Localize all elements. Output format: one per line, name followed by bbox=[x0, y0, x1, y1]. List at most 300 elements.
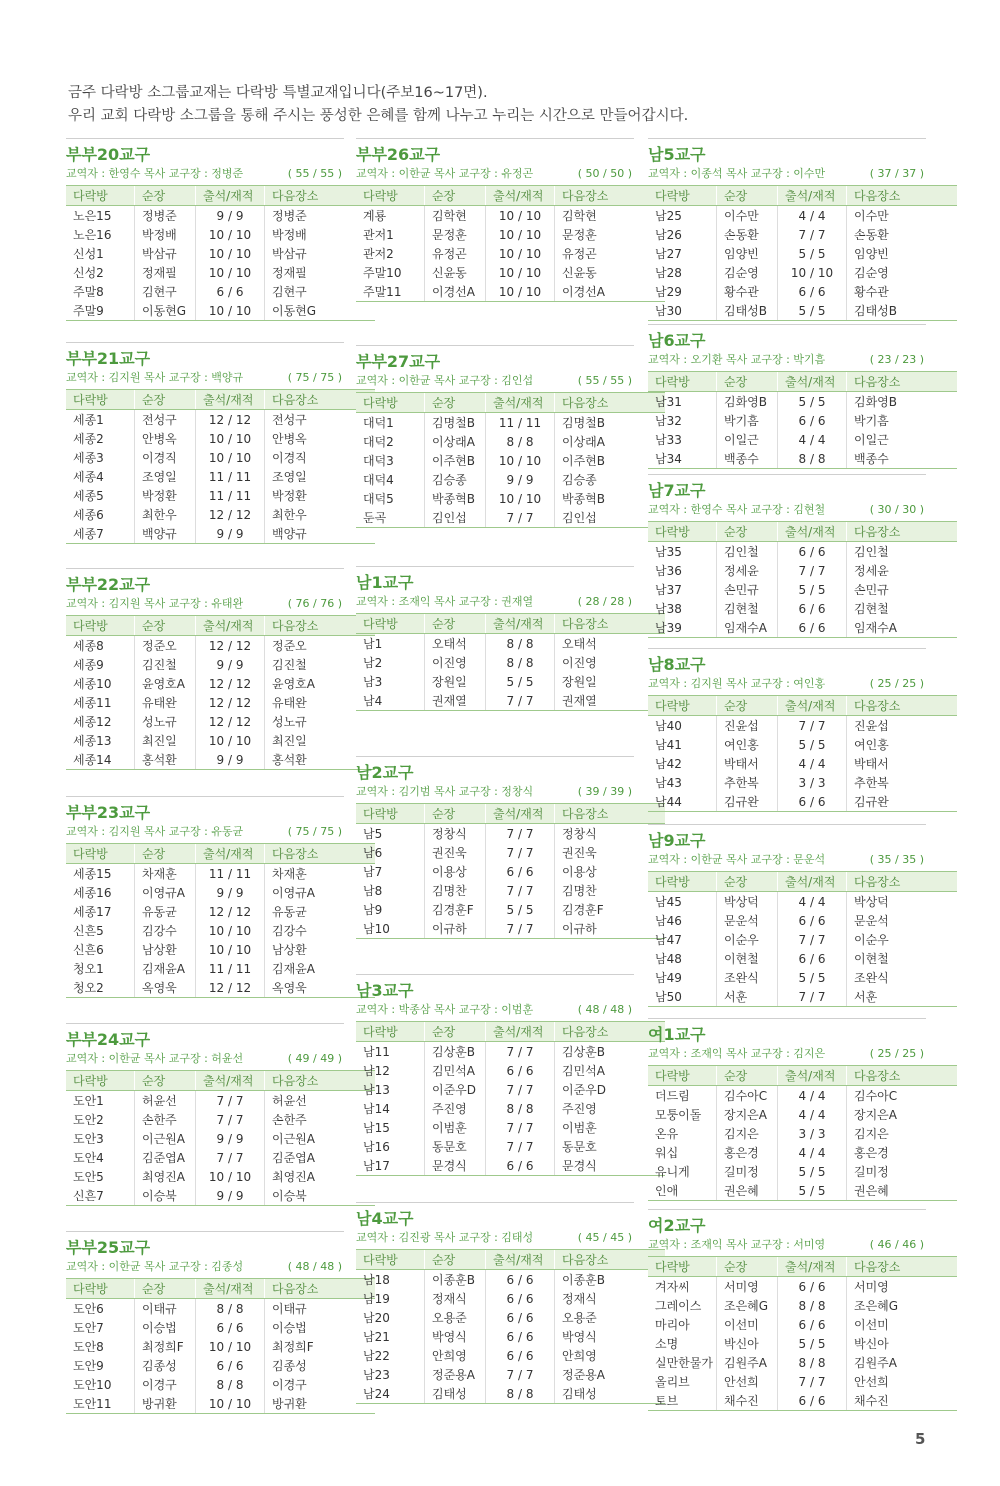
table-cell: 신성1 bbox=[73, 247, 104, 261]
table-cell: 남7 bbox=[363, 865, 383, 879]
table-cell: 이범훈 bbox=[425, 1118, 486, 1137]
table-cell: 7 / 7 bbox=[196, 1148, 265, 1167]
table-cell: 박상덕 bbox=[717, 892, 778, 912]
district-staff: 교역자 : 이종석 목사 교구장 : 이수만 bbox=[648, 167, 826, 180]
table-row bbox=[648, 1086, 957, 1106]
table-cell: 장지은A bbox=[717, 1105, 778, 1124]
table-row bbox=[356, 282, 665, 302]
table-cell: 권재열 bbox=[425, 691, 486, 711]
table-row bbox=[648, 773, 957, 792]
table-cell: 정창식 bbox=[425, 824, 486, 844]
table-header-row bbox=[66, 1071, 375, 1091]
table-cell: 조완식 bbox=[847, 968, 958, 987]
table-cell: 진윤섭 bbox=[717, 716, 778, 736]
table-cell: 이태규 bbox=[135, 1299, 196, 1319]
table-cell: 안선희 bbox=[847, 1372, 958, 1391]
table-cell: 박영식 bbox=[425, 1327, 486, 1346]
table-cell: 6 / 6 bbox=[486, 1346, 555, 1365]
table-cell: 김규완 bbox=[847, 792, 958, 812]
table-row bbox=[66, 1337, 375, 1356]
table-cell: 남상환 bbox=[265, 940, 376, 959]
table-cell: 7 / 7 bbox=[486, 843, 555, 862]
table-cell: 손민규 bbox=[847, 580, 958, 599]
table-header-cell: 출석/재적 bbox=[486, 186, 555, 206]
district-title: 남4교구 bbox=[356, 1209, 414, 1228]
table-cell: 도안11 bbox=[66, 1394, 135, 1414]
table-cell: 옥영욱 bbox=[135, 978, 196, 998]
table-cell: 도안9 bbox=[73, 1359, 104, 1373]
table-header-cell: 다음장소 bbox=[847, 872, 958, 892]
table-header-cell: 순장 bbox=[717, 186, 778, 206]
table-cell: 5 / 5 bbox=[778, 1181, 847, 1201]
table-cell: 10 / 10 bbox=[196, 731, 265, 750]
table-header-row bbox=[648, 372, 957, 392]
district-staff: 교역자 : 김지원 목사 교구장 : 유태완 bbox=[66, 597, 244, 610]
table-cell: 이승법 bbox=[135, 1318, 196, 1337]
table-row bbox=[648, 542, 957, 562]
table-row bbox=[648, 1162, 957, 1181]
table-cell: 남22 bbox=[363, 1349, 390, 1363]
table-cell: 이규하 bbox=[425, 919, 486, 939]
table-cell: 9 / 9 bbox=[196, 524, 265, 544]
table-cell: 유니게 bbox=[655, 1165, 690, 1179]
district-info bbox=[648, 165, 926, 183]
table-header-cell: 순장 bbox=[717, 522, 778, 542]
table-row bbox=[648, 301, 957, 321]
table-row bbox=[356, 691, 665, 711]
table-cell: 더드림 bbox=[655, 1089, 690, 1103]
table-cell: 이종훈B bbox=[555, 1270, 666, 1290]
table-row bbox=[356, 432, 665, 451]
table-row bbox=[648, 1315, 957, 1334]
table-cell: 김원주A bbox=[847, 1353, 958, 1372]
table-cell: 11 / 11 bbox=[196, 486, 265, 505]
table-row bbox=[356, 1042, 665, 1062]
district-section bbox=[648, 648, 926, 812]
table-cell: 주말10 bbox=[363, 266, 402, 280]
district-section bbox=[356, 756, 634, 939]
table-cell: 남3 bbox=[363, 675, 383, 689]
table-row bbox=[648, 968, 957, 987]
table-header-cell: 출석/재적 bbox=[778, 1257, 847, 1277]
table-cell: 김진철 bbox=[135, 655, 196, 674]
table-row bbox=[66, 674, 375, 693]
table-cell: 이태규 bbox=[265, 1299, 376, 1319]
table-cell: 김준엽A bbox=[265, 1148, 376, 1167]
table-cell: 8 / 8 bbox=[486, 1384, 555, 1404]
table-cell: 10 / 10 bbox=[486, 282, 555, 302]
table-header-cell: 다락방 bbox=[66, 616, 135, 636]
table-cell: 장원일 bbox=[555, 672, 666, 691]
table-cell: 서훈 bbox=[847, 987, 958, 1007]
table-cell: 주말8 bbox=[73, 285, 104, 299]
table-cell: 남14 bbox=[363, 1102, 390, 1116]
table-cell: 남15 bbox=[363, 1121, 390, 1135]
table-cell: 김재윤A bbox=[265, 959, 376, 978]
table-header-row bbox=[356, 186, 665, 206]
table-cell: 김명철B bbox=[425, 413, 486, 433]
table-cell: 진윤섭 bbox=[847, 716, 958, 736]
table-cell: 7 / 7 bbox=[486, 691, 555, 711]
table-cell: 김인철 bbox=[717, 542, 778, 562]
district-title: 부부23교구 bbox=[66, 803, 151, 822]
table-header-cell: 다락방 bbox=[356, 186, 425, 206]
table-cell: 주진영 bbox=[425, 1099, 486, 1118]
district-title: 남5교구 bbox=[648, 145, 706, 164]
table-cell: 청오1 bbox=[73, 962, 104, 976]
table-cell: 남33 bbox=[655, 433, 682, 447]
table-cell: 방귀환 bbox=[265, 1394, 376, 1414]
table-cell: 7 / 7 bbox=[196, 1110, 265, 1129]
table-header-cell: 다음장소 bbox=[847, 522, 958, 542]
table-cell: 김민석A bbox=[555, 1061, 666, 1080]
table-cell: 도안10 bbox=[73, 1378, 112, 1392]
district-title: 남3교구 bbox=[356, 981, 414, 1000]
table-cell: 남37 bbox=[655, 583, 682, 597]
table-cell: 김원주A bbox=[717, 1353, 778, 1372]
table-row bbox=[66, 301, 375, 321]
table-cell: 대덕4 bbox=[363, 473, 394, 487]
table-row bbox=[648, 1181, 957, 1201]
table-cell: 12 / 12 bbox=[196, 978, 265, 998]
table-header-row bbox=[356, 804, 665, 824]
table-row bbox=[356, 843, 665, 862]
district-staff: 교역자 : 이한균 목사 교구장 : 유정곤 bbox=[356, 167, 534, 180]
table-cell: 박상덕 bbox=[847, 892, 958, 912]
district-table bbox=[66, 615, 375, 770]
table-row bbox=[66, 1091, 375, 1111]
district-table bbox=[66, 389, 375, 544]
table-row bbox=[356, 1384, 665, 1404]
district-title: 부부24교구 bbox=[66, 1030, 151, 1049]
table-cell: 길미정 bbox=[847, 1162, 958, 1181]
table-cell: 김태성 bbox=[555, 1384, 666, 1404]
table-cell: 12 / 12 bbox=[196, 674, 265, 693]
district-title: 남2교구 bbox=[356, 763, 414, 782]
table-cell: 김규완 bbox=[717, 792, 778, 812]
table-cell: 청오2 bbox=[66, 978, 135, 998]
district-title: 부부27교구 bbox=[356, 352, 441, 371]
table-cell: 김명찬 bbox=[425, 881, 486, 900]
district-table bbox=[356, 803, 665, 939]
table-cell: 안병옥 bbox=[135, 429, 196, 448]
table-row bbox=[648, 449, 957, 469]
district-table bbox=[648, 521, 957, 638]
table-cell: 계룡 bbox=[363, 209, 387, 223]
district-section bbox=[356, 974, 634, 1176]
table-cell: 10 / 10 bbox=[196, 301, 265, 321]
table-header-cell: 다락방 bbox=[356, 393, 425, 413]
table-row bbox=[356, 1099, 665, 1118]
table-cell: 추한복 bbox=[717, 773, 778, 792]
table-row bbox=[66, 1129, 375, 1148]
table-header-cell: 출석/재적 bbox=[778, 522, 847, 542]
table-cell: 박태서 bbox=[847, 754, 958, 773]
table-cell: 4 / 4 bbox=[778, 892, 847, 912]
table-cell: 10 / 10 bbox=[778, 263, 847, 282]
district-info bbox=[648, 351, 926, 369]
table-cell: 김태성B bbox=[717, 301, 778, 321]
table-header-cell: 순장 bbox=[135, 1279, 196, 1299]
table-row bbox=[648, 580, 957, 599]
table-cell: 관저2 bbox=[363, 247, 394, 261]
table-cell: 8 / 8 bbox=[778, 1353, 847, 1372]
table-cell: 장원일 bbox=[425, 672, 486, 691]
table-cell: 남6 bbox=[363, 846, 383, 860]
table-cell: 조은혜G bbox=[847, 1296, 958, 1315]
table-cell: 7 / 7 bbox=[486, 1137, 555, 1156]
table-cell: 김화영B bbox=[847, 392, 958, 412]
district-title: 남1교구 bbox=[356, 573, 414, 592]
district-count: ( 39 / 39 ) bbox=[577, 785, 632, 798]
table-header-row bbox=[356, 1250, 665, 1270]
table-row bbox=[648, 754, 957, 773]
table-row bbox=[66, 636, 375, 656]
table-cell: 차재훈 bbox=[265, 864, 376, 884]
table-cell: 조영일 bbox=[135, 467, 196, 486]
table-row bbox=[66, 959, 375, 978]
table-cell: 김지은 bbox=[717, 1124, 778, 1143]
district-count: ( 28 / 28 ) bbox=[577, 595, 632, 608]
table-cell: 손동환 bbox=[717, 225, 778, 244]
table-row bbox=[66, 902, 375, 921]
table-cell: 김학현 bbox=[555, 206, 666, 226]
table-header-cell: 다음장소 bbox=[555, 1250, 666, 1270]
table-cell: 실만한물가 bbox=[655, 1356, 713, 1370]
table-cell: 6 / 6 bbox=[196, 1356, 265, 1375]
district-info bbox=[66, 1050, 344, 1068]
district-count: ( 55 / 55 ) bbox=[287, 167, 342, 180]
table-cell: 10 / 10 bbox=[486, 263, 555, 282]
table-row bbox=[356, 413, 665, 433]
district-table bbox=[648, 695, 957, 812]
table-cell: 남18 bbox=[363, 1273, 390, 1287]
table-cell: 성노규 bbox=[135, 712, 196, 731]
table-row bbox=[356, 1061, 665, 1080]
table-cell: 세종2 bbox=[73, 432, 104, 446]
table-row bbox=[66, 712, 375, 731]
table-cell: 전성구 bbox=[135, 410, 196, 430]
table-cell: 이범훈 bbox=[555, 1118, 666, 1137]
table-cell: 이경선A bbox=[425, 282, 486, 302]
table-cell: 8 / 8 bbox=[778, 1296, 847, 1315]
table-cell: 9 / 9 bbox=[196, 206, 265, 226]
table-row bbox=[66, 883, 375, 902]
table-cell: 7 / 7 bbox=[486, 1365, 555, 1384]
table-cell: 세종10 bbox=[73, 677, 112, 691]
table-cell: 여인홍 bbox=[847, 735, 958, 754]
intro-line-1: 금주 다락방 소그룹교재는 다락방 특별교재입니다(주보16~17면). bbox=[68, 85, 488, 101]
table-header-cell: 순장 bbox=[425, 1250, 486, 1270]
district-table bbox=[356, 392, 665, 528]
table-cell: 김승종 bbox=[425, 470, 486, 489]
table-cell: 7 / 7 bbox=[486, 1042, 555, 1062]
table-cell: 서미영 bbox=[717, 1277, 778, 1297]
table-row bbox=[66, 1186, 375, 1206]
table-cell: 남42 bbox=[655, 757, 682, 771]
table-cell: 7 / 7 bbox=[486, 919, 555, 939]
table-cell: 유정곤 bbox=[555, 244, 666, 263]
table-header-cell: 순장 bbox=[717, 1066, 778, 1086]
table-row bbox=[66, 524, 375, 544]
table-cell: 8 / 8 bbox=[778, 449, 847, 469]
district-info bbox=[356, 593, 634, 611]
table-cell: 8 / 8 bbox=[486, 653, 555, 672]
district-staff: 교역자 : 오기환 목사 교구장 : 박기흠 bbox=[648, 353, 826, 366]
table-header-cell: 다음장소 bbox=[847, 1257, 958, 1277]
district-count: ( 48 / 48 ) bbox=[577, 1003, 632, 1016]
table-cell: 허윤선 bbox=[265, 1091, 376, 1111]
table-cell: 남2 bbox=[363, 656, 383, 670]
table-row bbox=[356, 263, 665, 282]
table-header-cell: 출석/재적 bbox=[778, 696, 847, 716]
table-cell: 남46 bbox=[655, 914, 682, 928]
table-cell: 그레이스 bbox=[655, 1299, 702, 1313]
table-cell: 남24 bbox=[356, 1384, 425, 1404]
table-row bbox=[66, 1394, 375, 1414]
page-number: 5 bbox=[915, 1430, 926, 1448]
district-count: ( 30 / 30 ) bbox=[869, 503, 924, 516]
table-row bbox=[66, 1110, 375, 1129]
table-cell: 도안2 bbox=[73, 1113, 104, 1127]
table-cell: 이동현G bbox=[265, 301, 376, 321]
table-cell: 5 / 5 bbox=[778, 735, 847, 754]
table-cell: 이경구 bbox=[135, 1375, 196, 1394]
district-staff: 교역자 : 조재익 목사 교구장 : 권재열 bbox=[356, 595, 534, 608]
table-cell: 6 / 6 bbox=[778, 1315, 847, 1334]
table-cell: 5 / 5 bbox=[778, 1334, 847, 1353]
table-row bbox=[356, 881, 665, 900]
table-cell: 정준용A bbox=[425, 1365, 486, 1384]
table-cell: 남34 bbox=[648, 449, 717, 469]
district-staff: 교역자 : 박종삼 목사 교구장 : 이범훈 bbox=[356, 1003, 534, 1016]
table-cell: 이경직 bbox=[135, 448, 196, 467]
table-cell: 세종13 bbox=[73, 734, 112, 748]
district-title: 남6교구 bbox=[648, 331, 706, 350]
table-cell: 이승법 bbox=[265, 1318, 376, 1337]
table-cell: 김민석A bbox=[425, 1061, 486, 1080]
district-table bbox=[648, 371, 957, 469]
district-count: ( 23 / 23 ) bbox=[869, 353, 924, 366]
district-count: ( 50 / 50 ) bbox=[577, 167, 632, 180]
table-cell: 최진일 bbox=[265, 731, 376, 750]
table-cell: 7 / 7 bbox=[486, 508, 555, 528]
table-cell: 김명찬 bbox=[555, 881, 666, 900]
table-cell: 정세윤 bbox=[847, 561, 958, 580]
table-header-cell: 출석/재적 bbox=[196, 1071, 265, 1091]
table-header-cell: 다음장소 bbox=[555, 393, 666, 413]
district-table bbox=[356, 1021, 665, 1176]
table-cell: 박삼규 bbox=[135, 244, 196, 263]
table-header-cell: 다음장소 bbox=[847, 186, 958, 206]
table-cell: 마리아 bbox=[655, 1318, 690, 1332]
district-section bbox=[648, 824, 926, 1007]
district-staff: 교역자 : 한영수 목사 교구장 : 정병준 bbox=[66, 167, 244, 180]
table-row bbox=[648, 792, 957, 812]
district-title: 여1교구 bbox=[648, 1025, 706, 1044]
table-header-cell: 출석/재적 bbox=[778, 1066, 847, 1086]
table-cell: 남26 bbox=[655, 228, 682, 242]
district-info bbox=[66, 595, 344, 613]
table-row bbox=[66, 244, 375, 263]
district-info bbox=[648, 1045, 926, 1063]
table-row bbox=[356, 862, 665, 881]
table-header-cell: 다음장소 bbox=[555, 1022, 666, 1042]
table-header-cell: 순장 bbox=[717, 372, 778, 392]
table-cell: 토브 bbox=[648, 1391, 717, 1411]
table-cell: 유태완 bbox=[135, 693, 196, 712]
table-cell: 이진영 bbox=[555, 653, 666, 672]
table-cell: 백양규 bbox=[135, 524, 196, 544]
table-row bbox=[648, 561, 957, 580]
table-cell: 이영규A bbox=[265, 883, 376, 902]
table-cell: 8 / 8 bbox=[486, 432, 555, 451]
table-cell: 5 / 5 bbox=[778, 1162, 847, 1181]
table-cell: 이순우 bbox=[717, 930, 778, 949]
table-cell: 7 / 7 bbox=[778, 561, 847, 580]
table-cell: 도안7 bbox=[73, 1321, 104, 1335]
district-section bbox=[648, 474, 926, 638]
table-row bbox=[356, 1289, 665, 1308]
table-cell: 이수만 bbox=[717, 206, 778, 226]
table-row bbox=[66, 693, 375, 712]
table-cell: 최영진A bbox=[135, 1167, 196, 1186]
table-cell: 김화영B bbox=[717, 392, 778, 412]
table-row bbox=[356, 919, 665, 939]
table-row bbox=[648, 716, 957, 736]
table-cell: 박정배 bbox=[135, 225, 196, 244]
table-cell: 10 / 10 bbox=[486, 206, 555, 226]
table-row bbox=[648, 1277, 957, 1297]
table-cell: 5 / 5 bbox=[486, 900, 555, 919]
district-section bbox=[356, 1202, 634, 1404]
table-header-cell: 출석/재적 bbox=[486, 614, 555, 634]
district-section bbox=[648, 324, 926, 469]
table-cell: 5 / 5 bbox=[486, 672, 555, 691]
table-row bbox=[648, 1105, 957, 1124]
table-cell: 남10 bbox=[356, 919, 425, 939]
table-cell: 이상래A bbox=[555, 432, 666, 451]
table-header-cell: 순장 bbox=[717, 696, 778, 716]
table-cell: 유태완 bbox=[265, 693, 376, 712]
table-row bbox=[66, 1318, 375, 1337]
table-cell: 이진영 bbox=[425, 653, 486, 672]
table-cell: 박종혁B bbox=[555, 489, 666, 508]
table-cell: 최진일 bbox=[135, 731, 196, 750]
table-cell: 남50 bbox=[648, 987, 717, 1007]
table-cell: 조영일 bbox=[265, 467, 376, 486]
table-cell: 10 / 10 bbox=[196, 1394, 265, 1414]
district-count: ( 35 / 35 ) bbox=[869, 853, 924, 866]
table-cell: 이경직 bbox=[265, 448, 376, 467]
table-cell: 이주현B bbox=[425, 451, 486, 470]
intro-text bbox=[68, 82, 688, 128]
table-cell: 오용준 bbox=[425, 1308, 486, 1327]
district-table bbox=[648, 185, 957, 321]
table-cell: 노은15 bbox=[73, 209, 112, 223]
table-row bbox=[648, 1296, 957, 1315]
table-cell: 박신아 bbox=[717, 1334, 778, 1353]
table-row bbox=[356, 1156, 665, 1176]
table-cell: 권진욱 bbox=[425, 843, 486, 862]
table-header-cell: 다음장소 bbox=[555, 186, 666, 206]
table-cell: 관저1 bbox=[363, 228, 394, 242]
district-info bbox=[356, 165, 634, 183]
table-row bbox=[356, 1327, 665, 1346]
table-header-cell: 다음장소 bbox=[555, 804, 666, 824]
district-count: ( 55 / 55 ) bbox=[577, 374, 632, 387]
table-row bbox=[66, 467, 375, 486]
